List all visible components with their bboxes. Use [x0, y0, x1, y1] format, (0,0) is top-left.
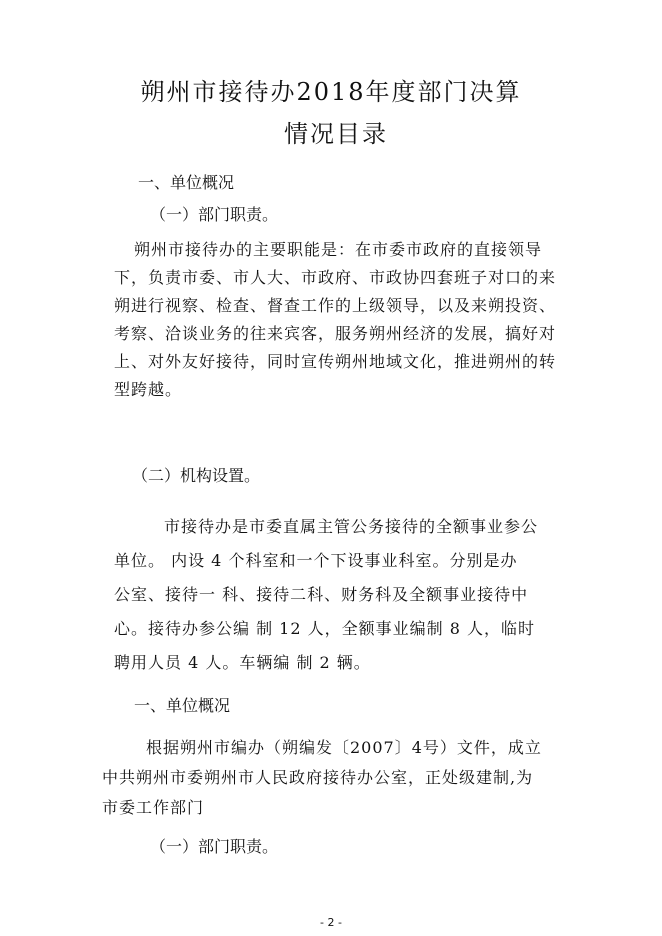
basis-line: 中共朔州市委朔州市人民政府接待办公室，正处级建制,为: [102, 768, 534, 787]
section1-heading: 一、单位概况: [138, 173, 235, 192]
page-number: - 2 -: [320, 916, 342, 929]
duties-line: 下，负责市委、市人大、市政府、市政协四套班子对口的来: [114, 268, 557, 287]
duties-paragraph: [114, 236, 557, 404]
duties-line: 考察、洽谈业务的往来宾客，服务朔州经济的发展，搞好对: [114, 324, 557, 343]
sub2-heading: （二）机构设置。: [132, 466, 261, 485]
duties-line: 朔州市接待办的主要职能是：在市委市政府的直接领导: [134, 240, 543, 259]
duties-line: 朔进行视察、检查、督查工作的上级领导，以及来朔投资、: [114, 296, 557, 315]
basis-line: 根据朔州市编办（朔编发〔2007〕4号）文件，成立: [146, 738, 542, 757]
section2-heading: 一、单位概况: [134, 696, 231, 715]
structure-line: 单位。 内设 4 个科室和一个下设事业科室。分别是办: [114, 551, 518, 570]
structure-line: 公室、接待一 科、接待二科、财务科及全额事业接待中: [114, 585, 529, 604]
document-title-line2: 情况目录: [284, 120, 388, 148]
sub3-heading: （一）部门职责。: [150, 837, 279, 856]
sub1-heading: （一）部门职责。: [150, 205, 279, 224]
structure-line: 心。接待办参公编 制 12 人，全额事业编制 8 人，临时: [114, 619, 535, 638]
structure-line: 市接待办是市委直属主管公务接待的全额事业参公: [164, 517, 539, 536]
duties-line: 型跨越。: [114, 380, 183, 399]
basis-line: 市委工作部门: [102, 798, 205, 817]
duties-line: 上、对外友好接待，同时宣传朔州地域文化，推进朔州的转: [114, 352, 557, 371]
basis-paragraph: [102, 733, 552, 823]
structure-line: 聘用人员 4 人。车辆编 制 2 辆。: [114, 653, 371, 672]
structure-paragraph: [114, 510, 564, 680]
document-title-line1: 朔州市接待办2018年度部门决算: [140, 78, 522, 106]
